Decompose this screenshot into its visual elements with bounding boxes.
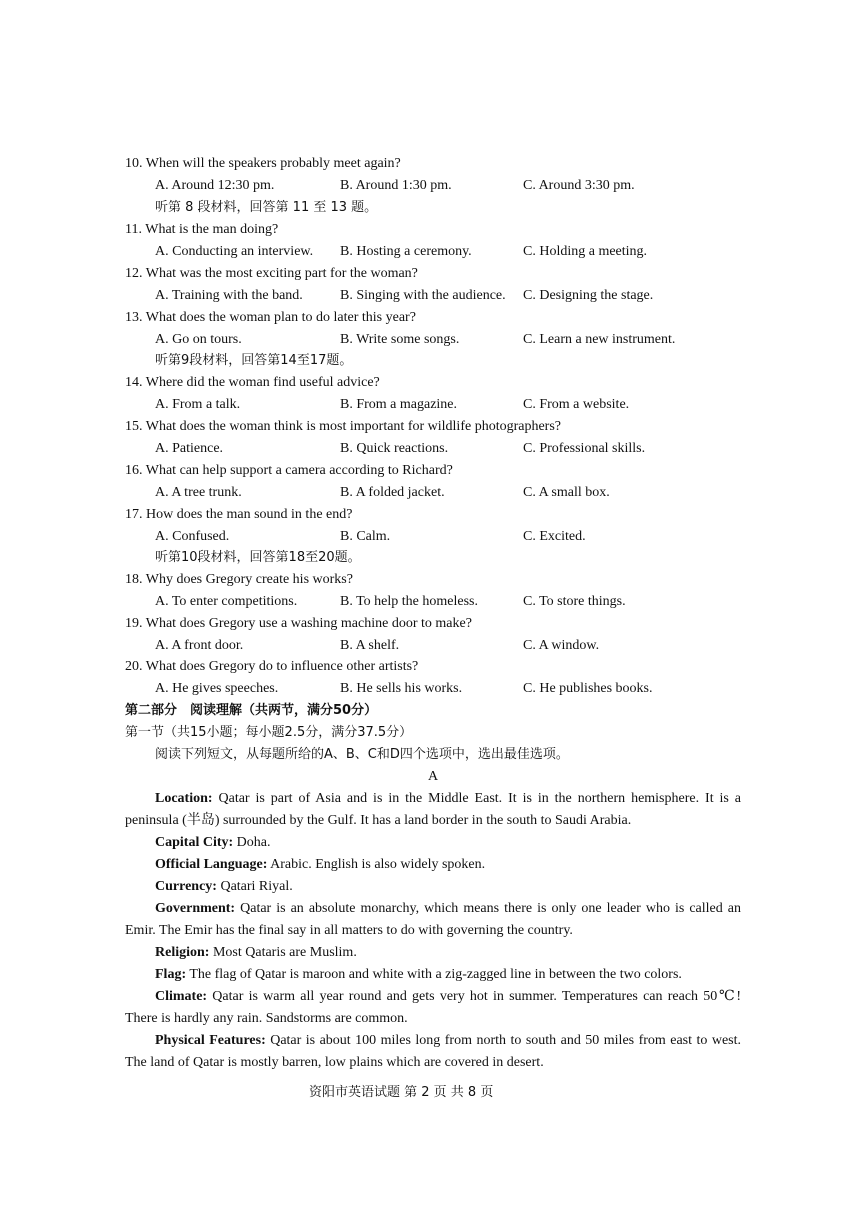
- option-15b: B. Quick reactions.: [340, 441, 449, 456]
- option-13b: B. Write some songs.: [340, 332, 460, 347]
- climate-label: Climate:: [155, 989, 208, 1004]
- option-14b: B. From a magazine.: [340, 397, 458, 412]
- option-11c: C. Holding a meeting.: [523, 244, 648, 259]
- currency-label: Currency:: [155, 879, 217, 894]
- option-16c: C. A small box.: [523, 485, 610, 500]
- option-10b: B. Around 1:30 pm.: [340, 178, 452, 193]
- option-16b: B. A folded jacket.: [340, 485, 445, 500]
- option-11a: A. Conducting an interview.: [155, 244, 314, 259]
- passage-location: [125, 788, 741, 832]
- option-17c: C. Excited.: [523, 529, 586, 544]
- option-10c: C. Around 3:30 pm.: [523, 178, 635, 193]
- capital-text: Doha.: [233, 835, 271, 850]
- currency-text: Qatari Riyal.: [216, 879, 293, 894]
- flag-text: The flag of Qatar is maroon and white with a zig-zagged line in between the two colors.: [186, 967, 682, 982]
- question-12: 12. What was the most exciting part for the woman?: [125, 266, 418, 281]
- option-15a: A. Patience.: [155, 441, 224, 456]
- question-13: 13. What does the woman plan to do later this year?: [125, 310, 416, 325]
- part2-heading: 第二部分 阅读理解（共两节，满分50分）: [125, 703, 378, 718]
- option-18a: A. To enter competitions.: [155, 594, 298, 609]
- physical-label: Physical Features:: [155, 1033, 266, 1048]
- religion-text: Most Qataris are Muslim.: [209, 945, 357, 960]
- option-20b: B. He sells his works.: [340, 681, 463, 696]
- question-16: 16. What can help support a camera according to Richard?: [125, 463, 453, 478]
- question-15: 15. What does the woman think is most important for wildlife photographers?: [125, 419, 561, 434]
- physical-text: Qatar is about 100 miles long from north to south and 50 miles from east to west. The land of Qatar is mostly barren, low plains which are covered in desert.: [125, 1033, 741, 1070]
- question-17: 17. How does the man sound in the end?: [125, 507, 353, 522]
- instruction-material-8: 听第 8 段材料，回答第 11 至 13 题。: [155, 200, 378, 215]
- passage-letter: A: [428, 769, 439, 784]
- passage-currency: [125, 876, 741, 898]
- option-12c: C. Designing the stage.: [523, 288, 654, 303]
- option-19b: B. A shelf.: [340, 638, 400, 653]
- government-text: Qatar is an absolute monarchy, which means there is only one leader who is called an Emir. The Emir has the final say in all matters to do with governing the country.: [125, 901, 741, 938]
- option-19a: A. A front door.: [155, 638, 244, 653]
- passage-capital: [125, 832, 741, 854]
- question-10: 10. When will the speakers probably meet again?: [125, 156, 401, 171]
- question-11: 11. What is the man doing?: [125, 222, 279, 237]
- language-label: Official Language:: [155, 857, 268, 872]
- climate-text: Qatar is warm all year round and gets very hot in summer. Temperatures can reach 50℃! There is hardly any rain. Sandstorms are common.: [125, 989, 741, 1026]
- option-13c: C. Learn a new instrument.: [523, 332, 676, 347]
- instruction-material-10: 听第10段材料，回答第18至20题。: [155, 550, 361, 565]
- section1-heading: 第一节（共15小题；每小题2.5分，满分37.5分）: [125, 725, 413, 740]
- language-text: Arabic. English is also widely spoken.: [267, 857, 486, 872]
- passage-flag: [125, 964, 741, 986]
- flag-label: Flag:: [155, 967, 187, 982]
- option-16a: A. A tree trunk.: [155, 485, 242, 500]
- option-19c: C. A window.: [523, 638, 600, 653]
- option-20c: C. He publishes books.: [523, 681, 653, 696]
- option-17a: A. Confused.: [155, 529, 230, 544]
- passage-religion: [125, 942, 741, 964]
- passage-government: [125, 898, 741, 942]
- government-label: Government:: [155, 901, 236, 916]
- option-12b: B. Singing with the audience.: [340, 288, 506, 303]
- location-label: Location:: [155, 791, 213, 806]
- question-20: 20. What does Gregory do to influence other artists?: [125, 659, 419, 674]
- instruction-material-9: 听第9段材料，回答第14至17题。: [155, 353, 353, 368]
- option-10a: A. Around 12:30 pm.: [155, 178, 275, 193]
- religion-label: Religion:: [155, 945, 210, 960]
- option-14c: C. From a website.: [523, 397, 630, 412]
- option-13a: A. Go on tours.: [155, 332, 242, 347]
- location-text: Qatar is part of Asia and is in the Middle East. It is in the northern hemisphere. It is a peninsula (半岛) surrounded by the Gulf. It has a land border in the south to Saudi Arabia.: [125, 791, 741, 828]
- option-11b: B. Hosting a ceremony.: [340, 244, 472, 259]
- reading-directions: 阅读下列短文，从每题所给的A、B、C和D四个选项中，选出最佳选项。: [155, 747, 569, 762]
- option-18c: C. To store things.: [523, 594, 626, 609]
- question-14: 14. Where did the woman find useful advice?: [125, 375, 380, 390]
- question-19: 19. What does Gregory use a washing machine door to make?: [125, 616, 472, 631]
- passage-climate: [125, 986, 741, 1030]
- option-15c: C. Professional skills.: [523, 441, 646, 456]
- capital-label: Capital City:: [155, 835, 234, 850]
- option-17b: B. Calm.: [340, 529, 391, 544]
- option-18b: B. To help the homeless.: [340, 594, 478, 609]
- passage-physical: [125, 1030, 741, 1074]
- option-14a: A. From a talk.: [155, 397, 241, 412]
- option-20a: A. He gives speeches.: [155, 681, 279, 696]
- question-18: 18. Why does Gregory create his works?: [125, 572, 353, 587]
- passage-language: [125, 854, 741, 876]
- option-12a: A. Training with the band.: [155, 288, 303, 303]
- page-footer: 资阳市英语试题 第 2 页 共 8 页: [309, 1085, 494, 1100]
